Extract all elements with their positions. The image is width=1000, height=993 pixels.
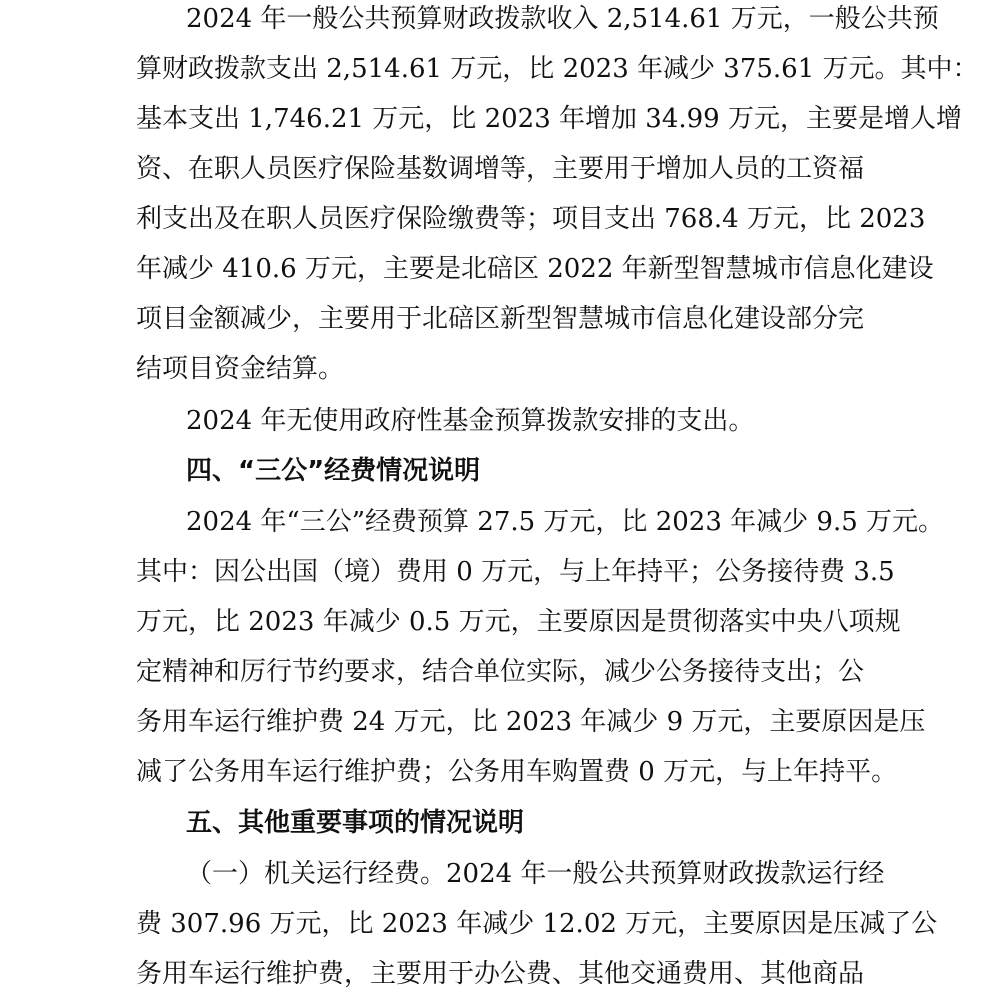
section-4-line-2: 其中：因公出国（境）费用 0 万元，与上年持平；公务接待费 3.5 [136, 557, 895, 587]
paragraph-1-line-4: 资、在职人员医疗保险基数调增等，主要用于增加人员的工资福 [136, 154, 865, 184]
section-5-heading: 五、其他重要事项的情况说明 [186, 808, 525, 838]
paragraph-1-line-1: 2024 年一般公共预算财政拨款收入 2,514.61 万元，一般公共预 [186, 4, 939, 34]
paragraph-2: 2024 年无使用政府性基金预算拨款安排的支出。 [186, 406, 755, 436]
paragraph-1-line-3: 基本支出 1,746.21 万元，比 2023 年增加 34.99 万元，主要是增人增 [136, 104, 962, 134]
paragraph-1-line-7: 项目金额减少，主要用于北碚区新型智慧城市信息化建设部分完 [136, 304, 865, 334]
section-4-heading: 四、“三公”经费情况说明 [186, 456, 481, 486]
section-5-line-2: 费 307.96 万元，比 2023 年减少 12.02 万元，主要原因是压减了公 [136, 909, 938, 939]
section-4-line-3: 万元，比 2023 年减少 0.5 万元，主要原因是贯彻落实中央八项规 [136, 607, 901, 637]
paragraph-1-line-2: 算财政拨款支出 2,514.61 万元，比 2023 年减少 375.61 万元。其中： [136, 54, 979, 84]
section-5-line-1: （一）机关运行经费。2024 年一般公共预算财政拨款运行经 [186, 859, 885, 889]
paragraph-1-line-5: 利支出及在职人员医疗保险缴费等；项目支出 768.4 万元，比 2023 [136, 204, 926, 234]
section-4-line-6: 减了公务用车运行维护费；公务用车购置费 0 万元，与上年持平。 [136, 757, 898, 787]
section-4-line-1: 2024 年“三公”经费预算 27.5 万元，比 2023 年减少 9.5 万元。 [186, 507, 945, 537]
paragraph-1-line-8: 结项目资金结算。 [136, 354, 345, 384]
paragraph-1-line-6: 年减少 410.6 万元，主要是北碚区 2022 年新型智慧城市信息化建设 [136, 254, 934, 284]
section-4-line-4: 定精神和厉行节约要求，结合单位实际，减少公务接待支出；公 [136, 657, 865, 687]
section-4-line-5: 务用车运行维护费 24 万元，比 2023 年减少 9 万元，主要原因是压 [136, 707, 926, 737]
section-5-line-3: 务用车运行维护费，主要用于办公费、其他交通费用、其他商品 [136, 959, 865, 989]
